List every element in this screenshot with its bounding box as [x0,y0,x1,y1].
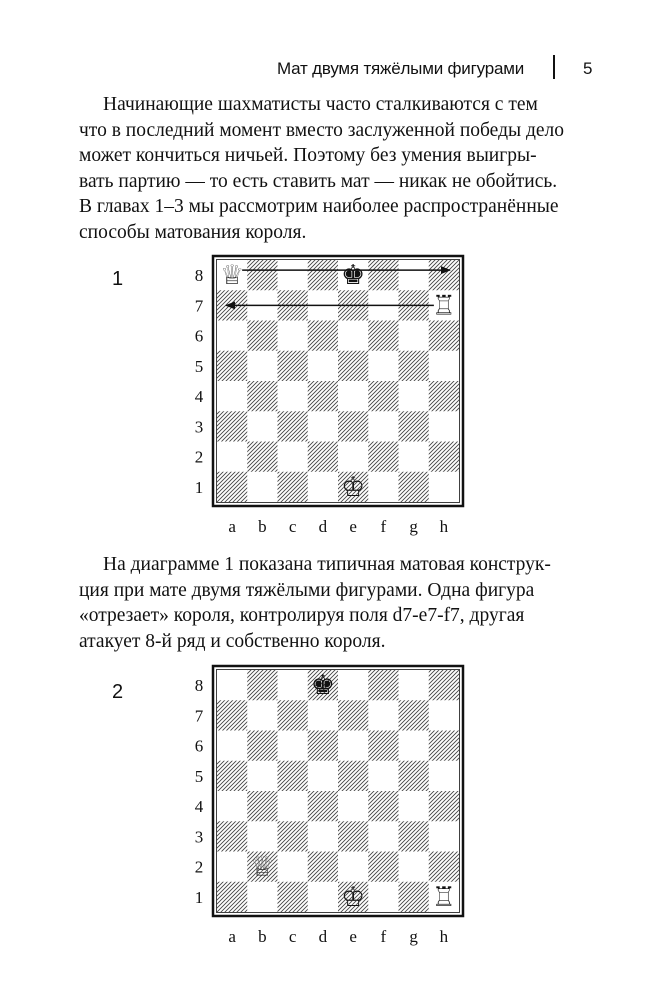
rank-label: 4 [194,387,204,407]
dark-square [308,321,338,351]
diagram-number: 1 [112,268,124,290]
dark-square [429,731,459,761]
dark-square [368,852,398,882]
dark-square [247,381,277,411]
file-label: a [228,517,236,536]
dark-square [368,321,398,351]
dark-square [429,260,459,290]
dark-square [278,761,308,791]
file-label: b [258,927,267,946]
file-label: d [318,927,328,946]
dark-square [368,260,398,290]
file-label: e [349,517,357,536]
rank-label: 5 [194,356,204,376]
dark-square [429,442,459,472]
dark-square [338,700,368,730]
dark-square [338,411,368,441]
file-label: h [439,927,449,946]
rank-label: 1 [194,887,204,907]
white-king-icon: ♔ [341,471,366,503]
dark-square [247,791,277,821]
dark-square [429,791,459,821]
dark-square [247,731,277,761]
white-rook-icon: ♖ [431,290,456,322]
file-label: b [258,517,267,536]
text-line: Начинающие шахматисты часто сталкиваются с тем [103,94,538,115]
dark-square [278,411,308,441]
dark-square [399,411,429,441]
file-label: f [380,927,387,946]
dark-square [399,882,429,912]
dark-square [278,351,308,381]
rank-label: 2 [194,447,204,467]
file-label: f [380,517,387,536]
white-queen-icon: ♕ [250,851,275,883]
dark-square [399,821,429,851]
dark-square [247,260,277,290]
text-line: «отрезает» короля, контролируя поля d7-e7-f7, другая [79,605,525,626]
dark-square [429,670,459,700]
dark-square [308,260,338,290]
rank-label: 5 [194,766,204,786]
text-line: В главах 1–3 мы рассмотрим наиболее распространённые [79,196,559,217]
black-king-icon: ♚ [310,670,335,702]
dark-square [368,442,398,472]
dark-square [368,791,398,821]
rank-label: 2 [194,857,204,877]
rank-label: 8 [194,676,204,696]
rank-label: 3 [194,827,204,847]
file-label: e [349,927,357,946]
file-label: d [318,517,328,536]
file-label: g [409,517,418,536]
dark-square [429,852,459,882]
dark-square [278,882,308,912]
chessboard [180,255,480,555]
chessboard [180,665,480,965]
dark-square [217,761,247,791]
dark-square [338,821,368,851]
file-label: a [228,927,236,946]
dark-square [338,761,368,791]
dark-square [278,700,308,730]
page-number: 5 [583,59,593,78]
rank-label: 7 [194,706,204,726]
white-queen-icon: ♕ [220,260,245,292]
file-label: h [439,517,449,536]
dark-square [399,761,429,791]
dark-square [368,670,398,700]
intro-paragraph [79,92,599,245]
header-divider [553,55,555,79]
dark-square [399,700,429,730]
diagram-explanation [79,552,599,654]
dark-square [429,381,459,411]
dark-square [217,700,247,730]
white-king-icon: ♔ [341,881,366,913]
dark-square [278,821,308,851]
rank-label: 4 [194,797,204,817]
rank-label: 8 [194,266,204,286]
dark-square [247,670,277,700]
rank-label: 6 [194,326,204,346]
running-title: Мат двумя тяжёлыми фигурами [277,59,524,78]
dark-square [217,411,247,441]
dark-square [247,321,277,351]
file-label: c [288,927,297,946]
dark-square [217,882,247,912]
white-rook-icon: ♖ [431,881,456,913]
dark-square [217,351,247,381]
dark-square [368,731,398,761]
text-line: вать партию — то есть ставить мат — никак не обойтись. [79,170,558,192]
dark-square [399,351,429,381]
file-label: c [288,517,297,536]
text-line: способы матования короля. [79,221,307,243]
text-line: может кончиться ничьей. Поэтому без умения выигры- [79,145,537,166]
dark-square [308,791,338,821]
dark-square [247,442,277,472]
dark-square [308,852,338,882]
dark-square [278,472,308,502]
dark-square [429,321,459,351]
text-line: что в последний момент вместо заслуженной победы дело [79,119,565,141]
dark-square [308,731,338,761]
dark-square [308,442,338,472]
text-line: На диаграмме 1 показана типичная матовая конструк- [103,554,551,575]
rank-label: 3 [194,417,204,437]
dark-square [368,381,398,411]
chess-diagram-2 [180,665,480,965]
dark-square [217,821,247,851]
text-line: ция при мате двумя тяжёлыми фигурами. Одна фигура [79,579,535,601]
dark-square [338,351,368,381]
diagram-number: 2 [112,681,124,703]
rank-label: 1 [194,477,204,497]
dark-square [308,381,338,411]
black-king-icon: ♚ [341,260,366,292]
dark-square [399,472,429,502]
rank-label: 6 [194,736,204,756]
page-header [0,59,667,85]
dark-square [217,472,247,502]
text-line: атакует 8-й ряд и собственно короля. [79,630,386,652]
chess-diagram-1 [180,255,480,555]
file-label: g [409,927,418,946]
rank-label: 7 [194,296,204,316]
